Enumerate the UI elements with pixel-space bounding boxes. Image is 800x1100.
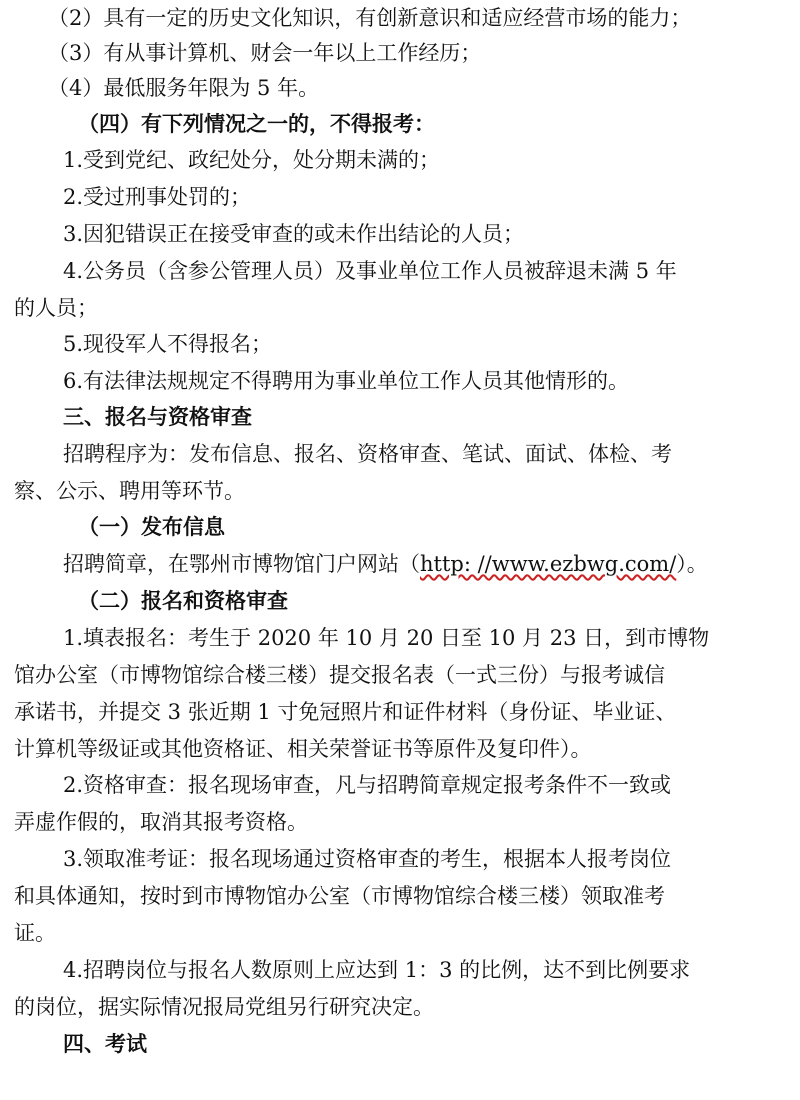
requirement-2: （2）具有一定的历史文化知识，有创新意识和适应经营市场的能力； xyxy=(48,6,692,30)
exclusion-1: 1.受到党纪、政纪处分，处分期未满的； xyxy=(63,148,441,172)
exclusion-4-cont: 的人员； xyxy=(14,296,98,320)
requirement-4: （4）最低服务年限为 5 年。 xyxy=(48,76,320,100)
publish-info-text xyxy=(63,550,708,578)
procedure-text-cont: 察、公示、聘用等环节。 xyxy=(14,479,245,503)
step-2-text-cont: 弄虚作假的，取消其报考资格。 xyxy=(14,810,308,834)
step-3-text-cont-2: 证。 xyxy=(14,921,56,945)
section-four-heading: （四）有下列情况之一的，不得报考： xyxy=(78,111,435,136)
exclusion-6: 6.有法律法规规定不得聘用为事业单位工作人员其他情形的。 xyxy=(63,369,630,393)
step-3-text-cont-1: 和具体通知，按时到市博物馆办公室（市博物馆综合楼三楼）领取准考 xyxy=(14,884,665,908)
step-1-text-cont-1: 馆办公室（市博物馆综合楼三楼）提交报名表（一式三份）与报考诚信 xyxy=(14,663,665,687)
step-3-text: 3.领取准考证：报名现场通过资格审查的考生，根据本人报考岗位 xyxy=(63,847,672,871)
step-4-text: 4.招聘岗位与报名人数原则上应达到 1：3 的比例，达不到比例要求 xyxy=(63,958,691,982)
subsection-one-heading: （一）发布信息 xyxy=(78,514,225,539)
chapter-three-heading: 三、报名与资格审查 xyxy=(63,405,252,429)
exclusion-5: 5.现役军人不得报名； xyxy=(63,332,273,356)
step-2-text: 2.资格审查：报名现场审查，凡与招聘简章规定报考条件不一致或 xyxy=(63,773,672,797)
website-link[interactable]: http: //www.ezbwg.com/ xyxy=(420,552,677,576)
subsection-two-heading: （二）报名和资格审查 xyxy=(78,588,288,613)
requirement-3: （3）有从事计算机、财会一年以上工作经历； xyxy=(48,41,482,65)
step-1-text: 1.填表报名：考生于 2020 年 10 月 20 日至 10 月 23 日，到市博物 xyxy=(63,626,710,650)
publish-info-prefix: 招聘简章，在鄂州市博物馆门户网站（ xyxy=(63,552,420,576)
exclusion-2: 2.受过刑事处罚的； xyxy=(63,185,252,209)
chapter-four-heading: 四、考试 xyxy=(63,1032,147,1056)
publish-info-suffix: ）。 xyxy=(676,552,708,576)
exclusion-4: 4.公务员（含参公管理人员）及事业单位工作人员被辞退未满 5 年 xyxy=(63,259,677,283)
exclusion-3: 3.因犯错误正在接受审查的或未作出结论的人员； xyxy=(63,222,525,246)
step-4-text-cont: 的岗位，据实际情况报局党组另行研究决定。 xyxy=(14,995,434,1019)
step-1-text-cont-3: 计算机等级证或其他资格证、相关荣誉证书等原件及复印件）。 xyxy=(14,737,592,761)
step-1-text-cont-2: 承诺书，并提交 3 张近期 1 寸免冠照片和证件材料（身份证、毕业证、 xyxy=(14,700,677,724)
procedure-text: 招聘程序为：发布信息、报名、资格审查、笔试、面试、体检、考 xyxy=(63,442,672,466)
